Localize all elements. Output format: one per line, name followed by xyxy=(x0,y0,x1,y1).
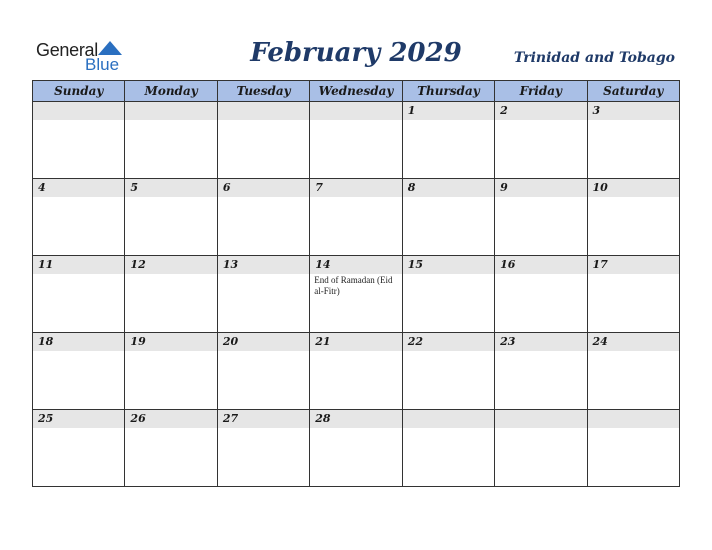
day-cell xyxy=(495,410,587,487)
weekday-wednesday: Wednesday xyxy=(310,81,402,102)
day-cell xyxy=(217,256,309,333)
day-band xyxy=(588,410,679,428)
calendar-title: February 2029 xyxy=(250,38,462,68)
day-number: 16 xyxy=(500,258,516,271)
day-cell xyxy=(495,179,587,256)
day-number: 10 xyxy=(592,181,608,194)
day-number: 24 xyxy=(592,335,608,348)
day-number: 4 xyxy=(38,181,46,194)
day-cell xyxy=(495,256,587,333)
day-cell xyxy=(310,256,402,333)
day-cell xyxy=(217,102,309,179)
week-row xyxy=(33,256,680,333)
day-cell xyxy=(125,410,217,487)
day-cell xyxy=(125,256,217,333)
weekday-header-row xyxy=(33,81,680,102)
weekday-friday: Friday xyxy=(495,81,587,102)
day-cell xyxy=(217,179,309,256)
day-cell xyxy=(310,333,402,410)
day-cell xyxy=(125,333,217,410)
weekday-saturday: Saturday xyxy=(587,81,679,102)
day-cell xyxy=(402,256,494,333)
day-band xyxy=(218,102,309,120)
day-number: 20 xyxy=(222,335,239,348)
day-cell xyxy=(125,179,217,256)
day-cell xyxy=(495,102,587,179)
day-cell xyxy=(587,333,679,410)
day-number: 28 xyxy=(315,412,331,425)
day-number: 17 xyxy=(592,258,608,271)
day-cell xyxy=(33,102,125,179)
day-cell xyxy=(587,256,679,333)
day-cell xyxy=(402,179,494,256)
weekday-monday: Monday xyxy=(125,81,217,102)
week-row xyxy=(33,410,680,487)
weekday-tuesday: Tuesday xyxy=(217,81,309,102)
day-number: 13 xyxy=(222,258,239,271)
day-number: 6 xyxy=(222,181,231,194)
day-cell xyxy=(587,410,679,487)
calendar-grid xyxy=(32,80,680,487)
day-band xyxy=(310,179,401,197)
day-number: 11 xyxy=(38,258,54,271)
day-number: 1 xyxy=(407,104,416,117)
day-cell xyxy=(33,410,125,487)
day-cell xyxy=(33,256,125,333)
week-row xyxy=(33,333,680,410)
day-band xyxy=(33,179,124,197)
day-cell xyxy=(587,179,679,256)
day-cell xyxy=(217,333,309,410)
day-band xyxy=(495,102,586,120)
week-row xyxy=(33,102,680,179)
day-band xyxy=(310,102,401,120)
day-cell xyxy=(310,410,402,487)
day-band xyxy=(495,410,586,428)
logo-word-general: General xyxy=(36,40,98,60)
day-band xyxy=(495,179,586,197)
day-number: 19 xyxy=(130,335,146,348)
day-number: 8 xyxy=(407,181,416,194)
day-cell xyxy=(33,179,125,256)
country-name: Trinidad and Tobago xyxy=(513,50,675,66)
day-number: 21 xyxy=(315,335,331,348)
day-number: 9 xyxy=(500,181,508,194)
logo-word-blue: Blue xyxy=(85,55,120,74)
day-number: 26 xyxy=(130,412,146,425)
day-cell xyxy=(217,410,309,487)
weekday-sunday: Sunday xyxy=(33,81,125,102)
day-number: 22 xyxy=(407,335,423,348)
holiday-label: End of Ramadan (Eid al-Fitr) xyxy=(314,275,393,296)
day-number: 3 xyxy=(592,104,601,117)
day-cell xyxy=(310,102,402,179)
day-cell xyxy=(125,102,217,179)
day-band xyxy=(588,102,679,120)
day-number: 23 xyxy=(500,335,516,348)
day-number: 2 xyxy=(500,104,508,117)
day-band xyxy=(403,102,494,120)
day-cell xyxy=(402,333,494,410)
week-row xyxy=(33,179,680,256)
day-number: 14 xyxy=(315,258,331,271)
day-cell xyxy=(402,410,494,487)
day-band xyxy=(403,410,494,428)
day-band xyxy=(125,102,216,120)
day-number: 7 xyxy=(315,181,323,194)
day-cell xyxy=(33,333,125,410)
day-band xyxy=(125,179,216,197)
day-cell xyxy=(402,102,494,179)
day-band xyxy=(218,179,309,197)
day-band xyxy=(403,179,494,197)
day-cell xyxy=(495,333,587,410)
day-cell xyxy=(310,179,402,256)
weekday-thursday: Thursday xyxy=(402,81,494,102)
day-cell xyxy=(587,102,679,179)
day-number: 25 xyxy=(38,412,54,425)
day-number: 18 xyxy=(38,335,54,348)
day-number: 27 xyxy=(222,412,239,425)
day-number: 12 xyxy=(130,258,146,271)
day-number: 15 xyxy=(407,258,423,271)
day-band xyxy=(33,102,124,120)
day-number: 5 xyxy=(130,181,139,194)
